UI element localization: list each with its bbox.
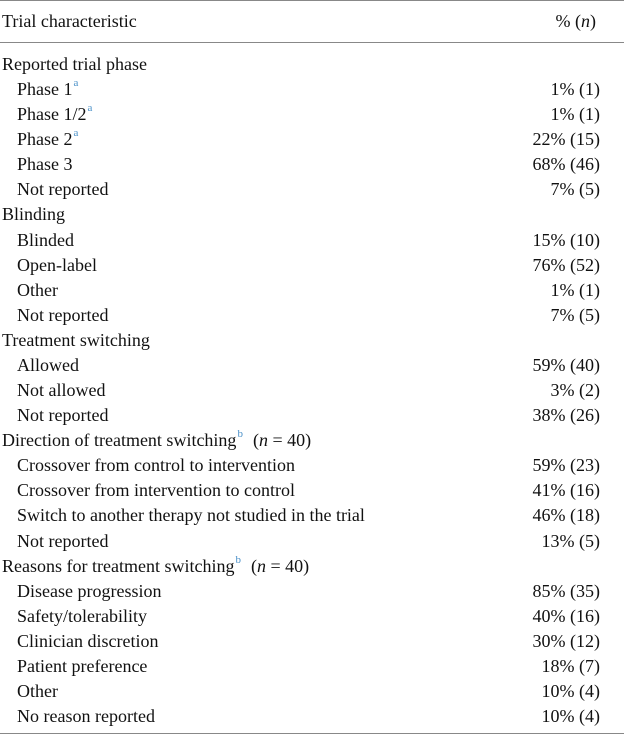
header-n-symbol: n [581,11,590,31]
table-row [0,353,624,378]
table-row [0,604,624,629]
row-label-text: Patient preference [17,656,148,676]
row-label-text: Blinding [2,204,66,224]
row-label-text: Phase 1/2 [17,104,87,124]
row-label-text: Reported trial phase [2,54,147,74]
row-label [17,353,79,378]
table-row [0,102,624,127]
row-label [17,177,108,202]
row-label [17,127,78,152]
row-label-text: Safety/tolerability [17,606,147,626]
row-label-text: Disease progression [17,581,162,601]
row-label [17,704,155,729]
header-trial-characteristic: Trial characteristic [2,11,137,31]
table-row [0,654,624,679]
row-label [17,679,58,704]
row-value: 46% (18) [532,505,600,525]
row-value: 38% (26) [532,405,600,425]
row-label [17,529,108,554]
row-label-text: Phase 2 [17,129,73,149]
row-label-text: Not reported [17,531,109,551]
row-label [17,303,108,328]
sample-size-value: = 40 [272,430,306,450]
n-symbol: n [256,556,266,576]
row-value: 68% (46) [532,154,600,174]
row-label-text: No reason reported [17,706,155,726]
row-value: 85% (35) [532,581,600,601]
row-value: 22% (15) [532,129,600,149]
row-label-text: Direction of treatment switching [2,430,237,450]
section-heading-row [0,52,624,77]
header-percent-n [456,9,596,34]
row-label-text: Not reported [17,405,109,425]
row-value: 10% (4) [541,706,600,726]
row-value: 59% (23) [532,455,600,475]
row-label [17,453,295,478]
row-value: 30% (12) [532,631,600,651]
sample-size-note: (n = 40) [250,556,310,576]
row-label [17,654,147,679]
table-row [0,579,624,604]
section-heading [2,52,147,77]
section-heading-row [0,554,624,579]
top-rule [0,0,624,1]
row-value: 13% (5) [541,531,600,551]
table-row [0,453,624,478]
row-label [17,629,158,654]
header-rule [0,42,624,43]
section-heading-row [0,328,624,353]
table-row [0,253,624,278]
row-label-text: Phase 3 [17,154,73,174]
row-label-text: Open-label [17,255,97,275]
table-row [0,529,624,554]
row-label [17,378,105,403]
row-label [17,77,78,102]
row-value: 7% (5) [550,305,600,325]
row-label [17,278,58,303]
row-label-text: Other [17,280,58,300]
row-label [17,253,97,278]
row-value: 1% (1) [550,79,600,99]
section-heading-row [0,428,624,453]
table-row [0,629,624,654]
row-label [17,228,74,253]
table-row [0,303,624,328]
footnote-marker: a [87,102,93,114]
footnote-marker: a [73,127,79,139]
row-label-text: Not reported [17,179,109,199]
section-heading [2,328,150,353]
row-label-text: Allowed [17,355,79,375]
footnote-marker: b [237,428,243,440]
section-heading [2,554,309,579]
n-symbol: n [258,430,268,450]
section-heading [2,202,65,227]
sample-size-note: (n = 40) [252,430,312,450]
table-row [0,177,624,202]
row-value: 41% (16) [532,480,600,500]
header-percent-suffix: ) [590,11,596,31]
row-value: 40% (16) [532,606,600,626]
row-label-text: Blinded [17,230,74,250]
table-row [0,378,624,403]
table-row [0,503,624,528]
footnote-marker: a [73,77,79,89]
row-value: 76% (52) [532,255,600,275]
table-row [0,403,624,428]
section-heading [2,428,311,453]
row-label-text: Other [17,681,58,701]
section-heading-row [0,202,624,227]
row-label [17,604,147,629]
row-value: 1% (1) [550,280,600,300]
row-label-text: Crossover from intervention to control [17,480,295,500]
table-row [0,704,624,729]
row-label [17,478,295,503]
table-row [0,478,624,503]
row-label-text: Reasons for treatment switching [2,556,235,576]
row-label-text: Not reported [17,305,109,325]
sample-size-value: = 40 [270,556,304,576]
table-row [0,152,624,177]
footnote-marker: b [235,554,241,566]
row-label [17,403,108,428]
row-label [17,102,92,127]
row-value: 1% (1) [550,104,600,124]
row-value: 3% (2) [550,380,600,400]
table-row [0,127,624,152]
row-label-text: Phase 1 [17,79,73,99]
row-value: 18% (7) [541,656,600,676]
table-row [0,228,624,253]
table-row [0,278,624,303]
row-value: 15% (10) [532,230,600,250]
row-label-text: Switch to another therapy not studied in the trial [17,505,365,525]
table-row [0,679,624,704]
row-label-text: Crossover from control to intervention [17,455,295,475]
row-label-text: Clinician discretion [17,631,159,651]
row-label-text: Treatment switching [2,330,150,350]
table-header [0,9,624,34]
bottom-rule [0,733,624,734]
row-value: 10% (4) [541,681,600,701]
row-label [17,579,161,604]
row-value: 7% (5) [550,179,600,199]
table-row [0,77,624,102]
header-percent-prefix: % ( [555,11,581,31]
row-label [17,152,73,177]
row-label [17,503,365,528]
row-label-text: Not allowed [17,380,106,400]
row-value: 59% (40) [532,355,600,375]
